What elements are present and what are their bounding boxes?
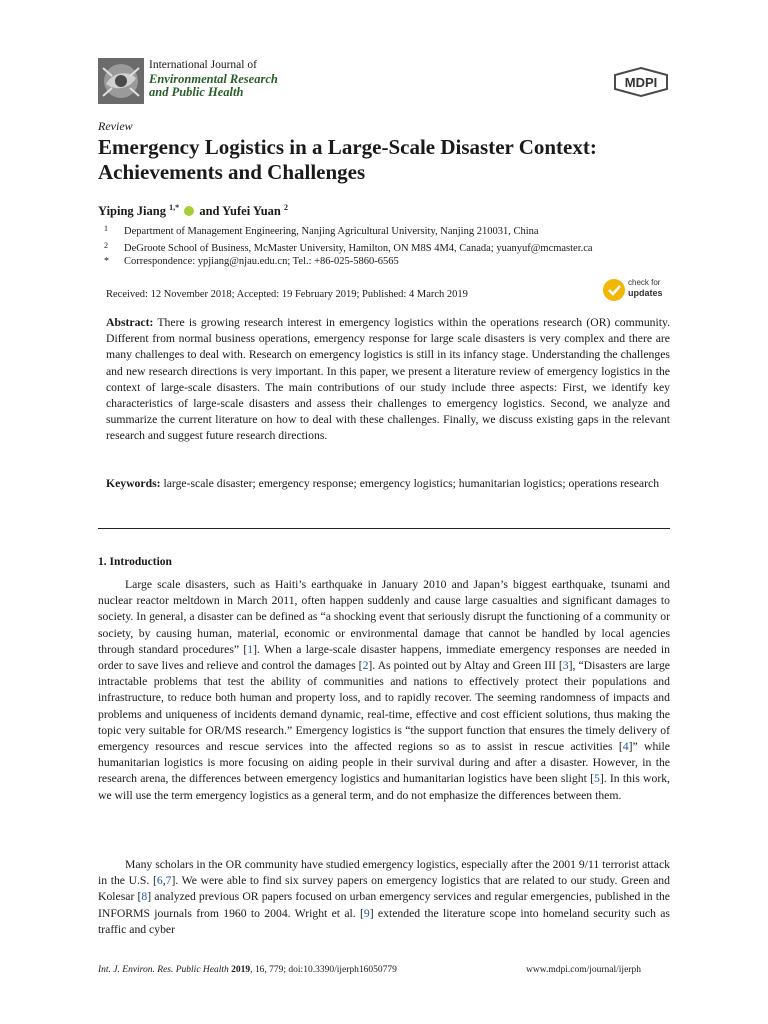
footer-year: 2019 [231, 965, 251, 975]
citation-link[interactable]: 8 [141, 890, 148, 904]
paragraph-text: Many scholars in the OR community have studied emergency logistics, especially after the 2001 9/11 terrorist attack in the U.S. [ [98, 858, 670, 888]
journal-name-line1: International Journal of [149, 59, 257, 71]
citation-link[interactable]: 5 [593, 772, 600, 786]
correspondence-text: Correspondence: ypjiang@njau.edu.cn; Tel.: +86-025-5860-6565 [124, 256, 399, 267]
paragraph-text: Large scale disasters, such as Haiti’s earthquake in January 2010 and Japan’s biggest earthquake, tsunami and nuclear reactor meltdown in March 2011, often happen suddenly and cause large casualties and significant damages to society. In general, a disaster can be defined as “a shocking event that seriously disrupt the functioning of a community or society, by causing human, material, economic or environmental damage that cannot be handled by local agencies through standard procedures” [ [98, 578, 670, 656]
publisher-logo-text: MDPI [624, 75, 658, 90]
paragraph-text: ]. As pointed out by Altay and Green III [ [368, 659, 563, 673]
abstract-text: There is growing research interest in emergency logistics within the operations research (OR) community. Different from normal business operations, emergency response for large scale disasters is very complex and there are many challenges to deal with. Research on emergency logistics is still in its infancy stage. Understanding the challenges and new research directions is very important. In this paper, we present a literature review of emergency logistics in the context of large-scale disasters. The main contributions of our study include three aspects: First, we identify key characteristics of large-scale disasters and assess their challenges to emergency logistics. Second, we analyze and summarize the current literature on how to deal with these challenges. Finally, we discuss existing gaps in the relevant research and suggest future research directions. [106, 316, 671, 443]
section-divider [98, 528, 670, 529]
citation-link[interactable]: 3 [562, 659, 569, 673]
paragraph-text: ], “Disasters are large intractable problems that test the ability of communities and nations to effectively protect their populations and infrastructure, to reduce both human and property loss, and to rapidly recover. The seeming randomness of impacts and problems and uniqueness of incidents demand dynamic, real-time, effective and cost efficient solutions, thus making the topic very suitable for OR/MS research.” Emergency logistics is “the support function that ensures the timely delivery of emergency resources and rescue services into the affected regions so as to assist in rescue activities [ [98, 659, 670, 754]
paragraph-text: ]. When a large-scale disaster happens, immediate emergency responses are needed in order to save lives and relieve and control the damages [ [98, 642, 670, 673]
citation-link[interactable]: 4 [622, 740, 629, 754]
paragraph-text: ]. In this work, we will use the term emergency logistics as a general term, and do not emphasize the differences between them. [98, 772, 670, 802]
orcid-icon[interactable] [184, 206, 194, 216]
author-list [98, 203, 288, 219]
correspondence [104, 256, 399, 267]
journal-name-line3: and Public Health [149, 85, 244, 99]
correspondence-mark: * [104, 256, 109, 267]
abstract-label: Abstract: [106, 316, 154, 329]
article-type: Review [98, 119, 133, 133]
check-updates-line1: check for [628, 278, 661, 287]
affiliation-text: DeGroote School of Business, McMaster University, Hamilton, ON M8S 4M4, Canada; yuanyuf@mcmaster.ca [124, 243, 593, 254]
check-updates-icon [603, 279, 625, 301]
body-paragraph [98, 577, 670, 804]
citation-link[interactable]: 1 [247, 642, 254, 656]
footer-doi: , 16, 779; doi:10.3390/ijerph16050779 [250, 965, 397, 975]
author-affiliation-mark: 1,* [169, 203, 180, 212]
citation-link[interactable]: 2 [362, 659, 369, 673]
footer-journal-abbr: Int. J. Environ. Res. Public Health [98, 965, 229, 975]
body-paragraph [98, 857, 670, 938]
footer-journal-url[interactable]: www.mdpi.com/journal/ijerph [526, 965, 641, 975]
paragraph-text: ]. We were able to find six survey papers on emergency logistics that are related to our study. Green and Kolesar [ [98, 874, 670, 904]
author-name[interactable]: Yufei Yuan [222, 204, 281, 219]
citation-link[interactable]: 9 [363, 906, 370, 920]
paragraph-text: ] extended the literature scope into homeland security such as traffic and cyber [98, 906, 670, 936]
footer-citation [98, 965, 397, 975]
check-for-updates-label[interactable] [628, 278, 663, 299]
affiliation [104, 241, 593, 254]
paragraph-text: , [162, 874, 166, 888]
citation-link[interactable]: 7 [165, 874, 172, 888]
journal-name-line2: Environmental Research [149, 72, 278, 86]
journal-name [149, 73, 278, 99]
article-title: Emergency Logistics in a Large-Scale Disaster Context: Achievements and Challenges [98, 135, 597, 184]
paragraph-text: ]” while humanitarian logistics is more focusing on aiding people in their survival during and after a disaster. However, in the research arena, the differences between emergency logistics and humanitarian logistics have been slight [ [98, 740, 670, 786]
abstract [106, 315, 670, 445]
affiliation-text: Department of Management Engineering, Nanjing Agricultural University, Nanjing 210031, China [124, 226, 539, 237]
citation-link[interactable]: 6 [156, 874, 163, 888]
author-name[interactable]: Yiping Jiang [98, 204, 166, 219]
journal-logo-icon [98, 58, 144, 104]
mdpi-logo-icon [612, 67, 670, 97]
check-updates-line2: updates [628, 288, 663, 298]
author-affiliation-mark: 2 [284, 203, 289, 212]
affiliation-mark: 1 [104, 224, 108, 233]
keywords-label: Keywords: [106, 477, 161, 490]
affiliation-mark: 2 [104, 241, 108, 250]
section-heading: 1. Introduction [98, 556, 172, 568]
author-conjunction: and [199, 204, 220, 219]
affiliation [104, 224, 539, 237]
paragraph-text: ] analyzed previous OR papers focused on urban emergency services and regular emergencies, published in the INFORMS journals from 1960 to 2004. Wright et al. [ [98, 890, 670, 920]
keywords [106, 476, 670, 492]
keywords-text: large-scale disaster; emergency response; emergency logistics; humanitarian logistics; operations research [163, 477, 660, 490]
publication-dates: Received: 12 November 2018; Accepted: 19 February 2019; Published: 4 March 2019 [106, 289, 468, 300]
